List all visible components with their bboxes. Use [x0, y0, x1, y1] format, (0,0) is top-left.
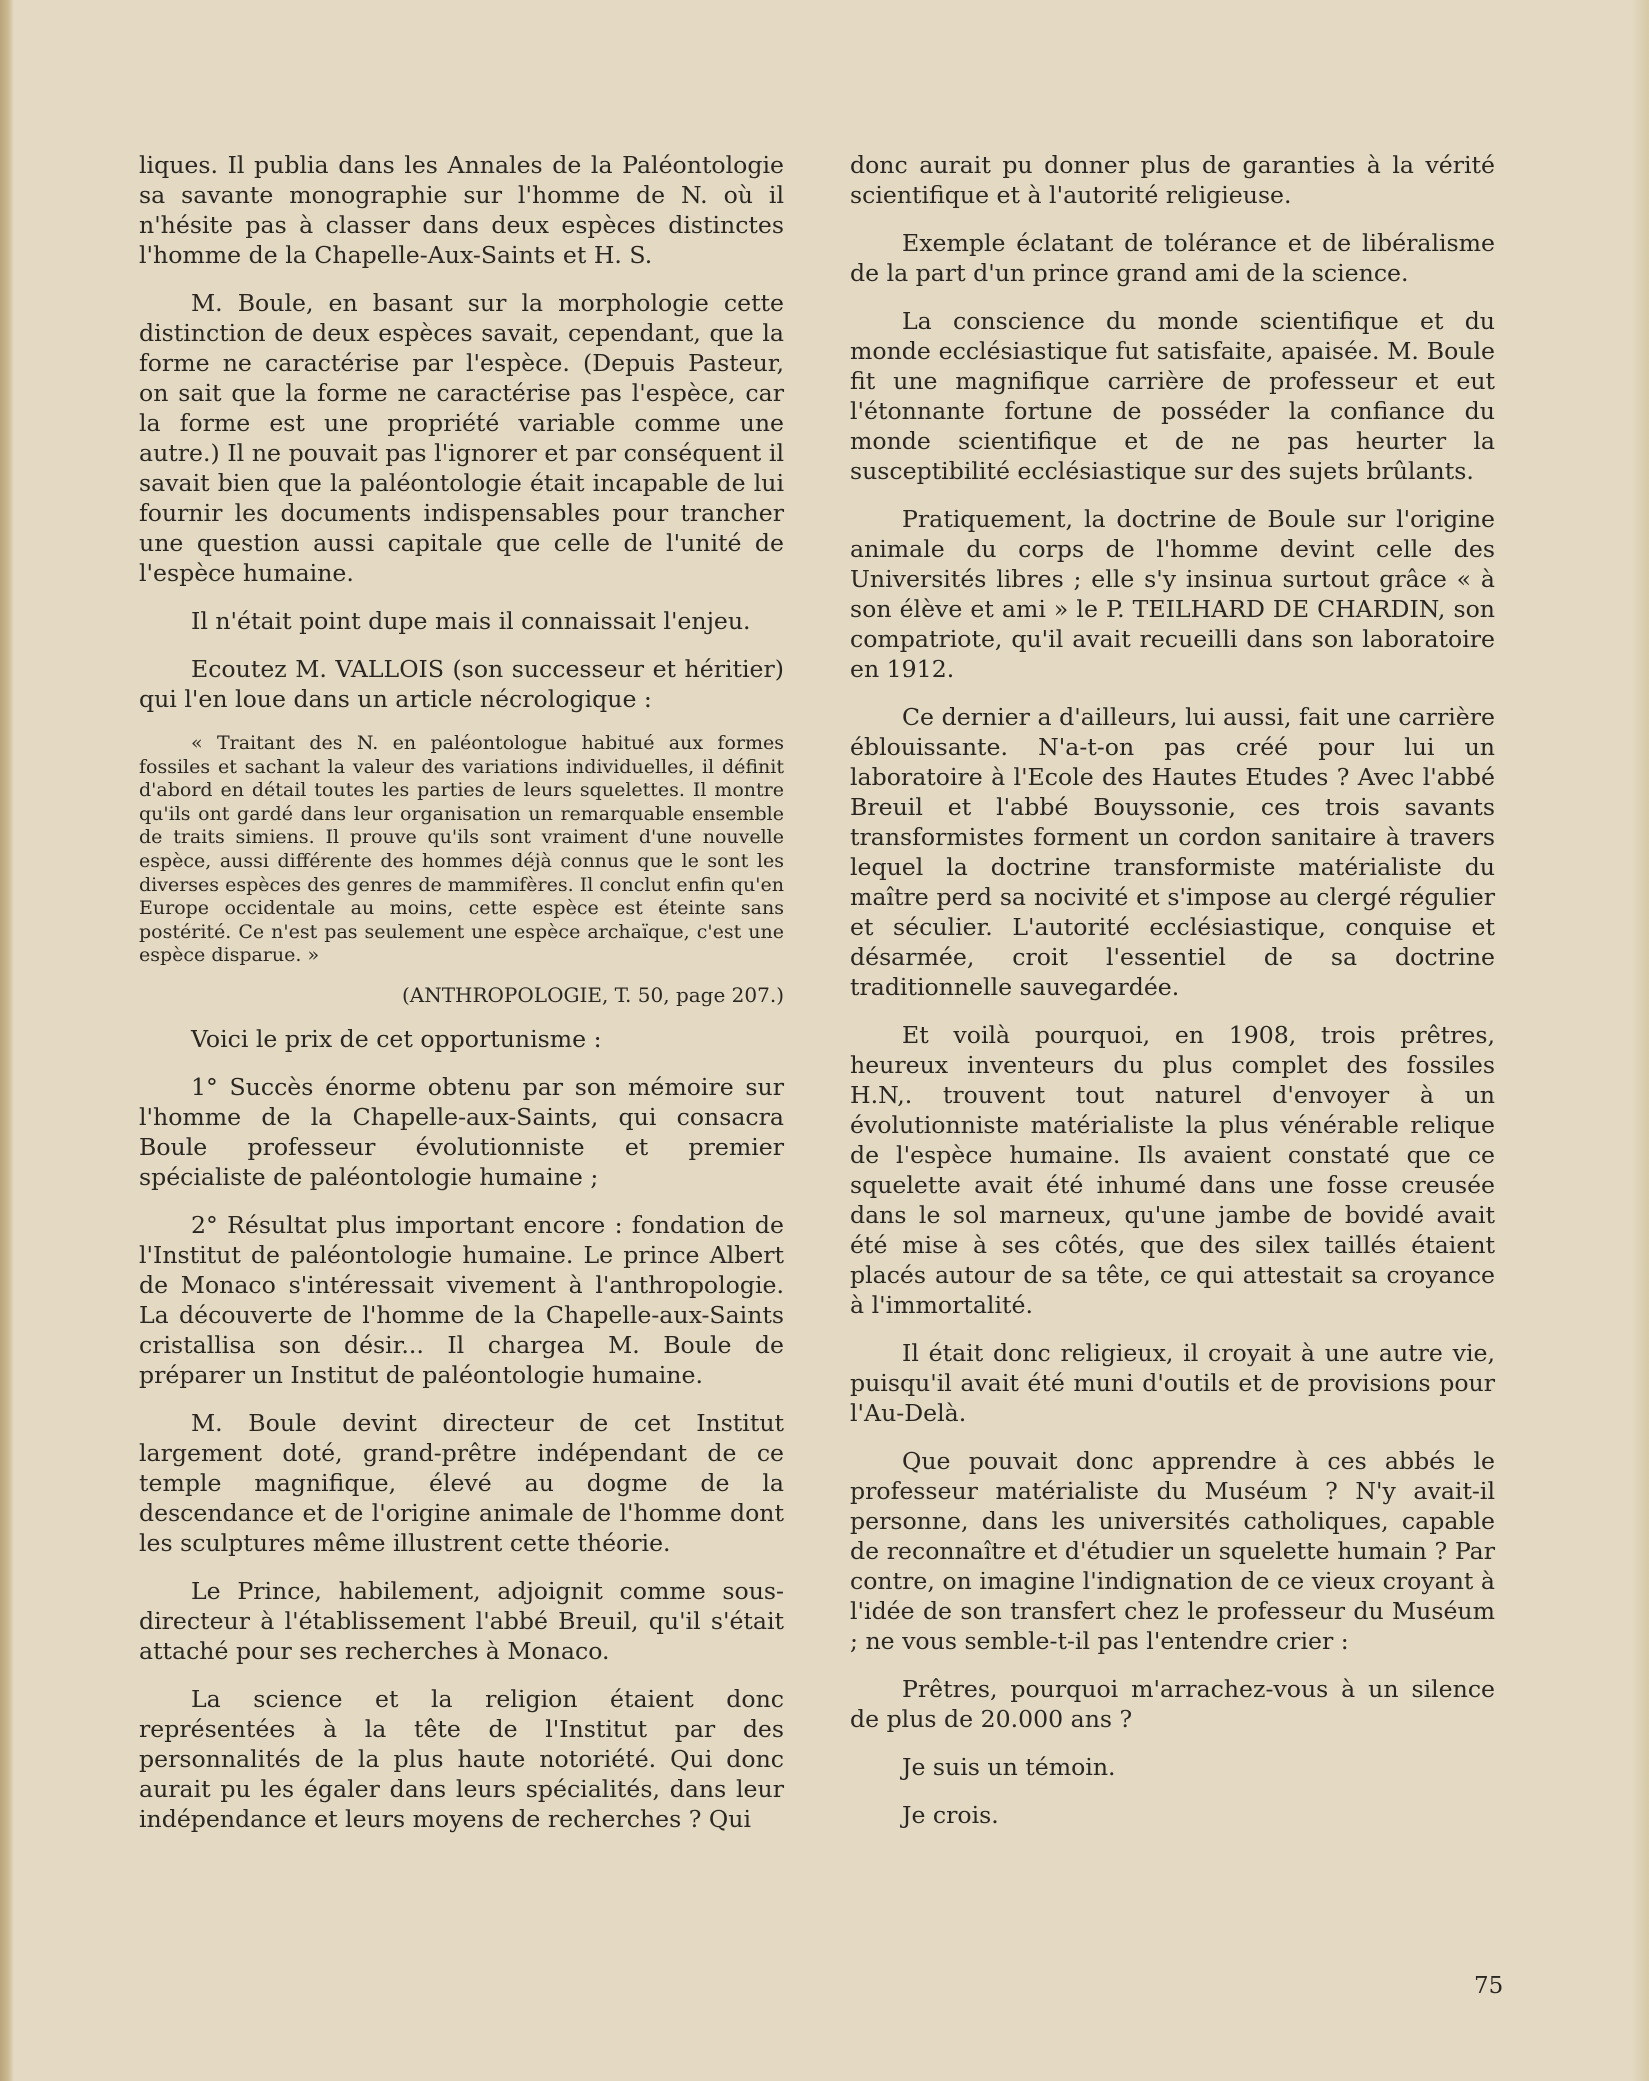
paragraph: Je suis un témoin. — [902, 1753, 1116, 1781]
paragraph: 1° Succès énorme obtenu par son mémoire sur l'homme de la Chapelle-aux-Saints, qui consacra Boule professeur évolutionniste et premier spécialiste de paléontologie humaine ; — [139, 1072, 784, 1191]
paragraph: Et voilà pourquoi, en 1908, trois prêtres, heureux inventeurs du plus complet des fossiles H.N,. trouvent tout naturel d'envoyer à un évolutionniste matérialiste la plus vénérable relique de l'espèce humaine. Ils avaient constaté que ce squelette avait été inhumé dans une fosse creusée dans le sol marneux, qu'une jambe de bovidé avait été mise à ses côtés, que des silex taillés étaient placés autour de sa tête, ce qui attestait sa croyance à l'immortalité. — [850, 1021, 1495, 1319]
paragraph: Voici le prix de cet opportunisme : — [191, 1024, 602, 1053]
paragraph: Il n'était point dupe mais il connaissait l'enjeu. — [191, 607, 751, 635]
paragraph: liques. Il publia dans les Annales de la Paléontologie sa savante monographie sur l'homme de N. où il n'hésite pas à classer dans deux espèces distinctes l'homme de la Chapelle-Aux-Saints et H. S. — [139, 151, 784, 269]
page-number: 75 — [1474, 1973, 1504, 1999]
paragraph: M. Boule devint directeur de cet Institut largement doté, grand-prêtre indépendant de ce temple magnifique, élevé au dogme de la descendance et de l'origine animale de l'homme dont les sculptures même illustrent cette théorie. — [139, 1408, 784, 1557]
paragraph: Le Prince, habilement, adjoignit comme sous-directeur à l'établissement l'abbé Breuil, qu'il s'était attaché pour ses recherches à Monaco. — [139, 1576, 784, 1665]
paragraph: Pratiquement, la doctrine de Boule sur l'origine animale du corps de l'homme devint celle des Universités libres ; elle s'y insinua surtout grâce « à son élève et ami » le P. TEILHARD DE CHARDIN, son compatriote, qu'il avait recueilli dans son laboratoire en 1912. — [850, 505, 1495, 683]
quotation-source: (ANTHROPOLOGIE, T. 50, page 207.) — [401, 982, 784, 1007]
paragraph: Ecoutez M. VALLOIS (son successeur et héritier) qui l'en loue dans un article nécrologique : — [139, 655, 784, 713]
paragraph: Ce dernier a d'ailleurs, lui aussi, fait une carrière éblouissante. N'a-t-on pas créé pour lui un laboratoire à l'Ecole des Hautes Etudes ? Avec l'abbé Breuil et l'abbé Bouyssonie, ces trois savants transformistes forment un cordon sanitaire à travers lequel la doctrine transformiste matérialiste du maître perd sa nocivité et s'impose au clergé régulier et séculier. L'autorité ecclésiastique, conquise et désarmée, croit l'essentiel de sa doctrine traditionnelle sauvegardée. — [850, 703, 1495, 1001]
quotation-block: « Traitant des N. en paléontologue habitué aux formes fossiles et sachant la valeur des variations individuelles, il définit d'abord en détail toutes les parties de leurs squelettes. Il montre qu'ils ont gardé dans leur organisation un remarquable ensemble de traits simiens. Il prouve qu'ils sont vraiment d'une nouvelle espèce, aussi différente des hommes déjà connus que le sont les diverses espèces des genres de mammifères. Il conclut enfin qu'en Europe occidentale au moins, cette espèce est éteinte sans postérité. Ce n'est pas seulement une espèce archaïque, c'est une espèce disparue. » — [139, 732, 784, 967]
left-column — [139, 150, 784, 1852]
paragraph: Exemple éclatant de tolérance et de libéralisme de la part d'un prince grand ami de la science. — [850, 229, 1495, 287]
right-column — [850, 150, 1495, 1848]
paragraph: Je crois. — [902, 1801, 999, 1829]
paragraph: Prêtres, pourquoi m'arrachez-vous à un silence de plus de 20.000 ans ? — [850, 1675, 1495, 1733]
paragraph: 2° Résultat plus important encore : fondation de l'Institut de paléontologie humaine. Le prince Albert de Monaco s'intéressait vivement à l'anthropologie. La découverte de l'homme de la Chapelle-aux-Saints cristallisa son désir... Il chargea M. Boule de préparer un Institut de paléontologie humaine. — [139, 1210, 784, 1389]
paragraph: La science et la religion étaient donc représentées à la tête de l'Institut par des personnalités de la plus haute notoriété. Qui donc aurait pu les égaler dans leurs spécialités, dans leur indépendance et leurs moyens de recherches ? Qui — [139, 1684, 784, 1833]
paragraph: M. Boule, en basant sur la morphologie cette distinction de deux espèces savait, cependant, que la forme ne caractérise par l'espèce. (Depuis Pasteur, on sait que la forme ne caractérise pas l'espèce, car la forme est une propriété variable comme une autre.) Il ne pouvait pas l'ignorer et par conséquent il savait bien que la paléontologie était incapable de lui fournir les documents indispensables pour trancher une question aussi capitale que celle de l'unité de l'espèce humaine. — [139, 289, 784, 587]
paragraph: Il était donc religieux, il croyait à une autre vie, puisqu'il avait été muni d'outils et de provisions pour l'Au-Delà. — [850, 1339, 1495, 1427]
paragraph: donc aurait pu donner plus de garanties à la vérité scientifique et à l'autorité religieuse. — [850, 151, 1495, 209]
paragraph: Que pouvait donc apprendre à ces abbés le professeur matérialiste du Muséum ? N'y avait-il personne, dans les universités catholiques, capable de reconnaître et d'étudier un squelette humain ? Par contre, on imagine l'indignation de ce vieux croyant à l'idée de son transfert chez le professeur du Muséum ; ne vous semble-t-il pas l'entendre crier : — [850, 1447, 1495, 1655]
paragraph: La conscience du monde scientifique et du monde ecclésiastique fut satisfaite, apaisée. M. Boule fit une magnifique carrière de professeur et eut l'étonnante fortune de posséder la confiance du monde scientifique et de ne pas heurter la susceptibilité ecclésiastique sur des sujets brûlants. — [850, 307, 1495, 485]
